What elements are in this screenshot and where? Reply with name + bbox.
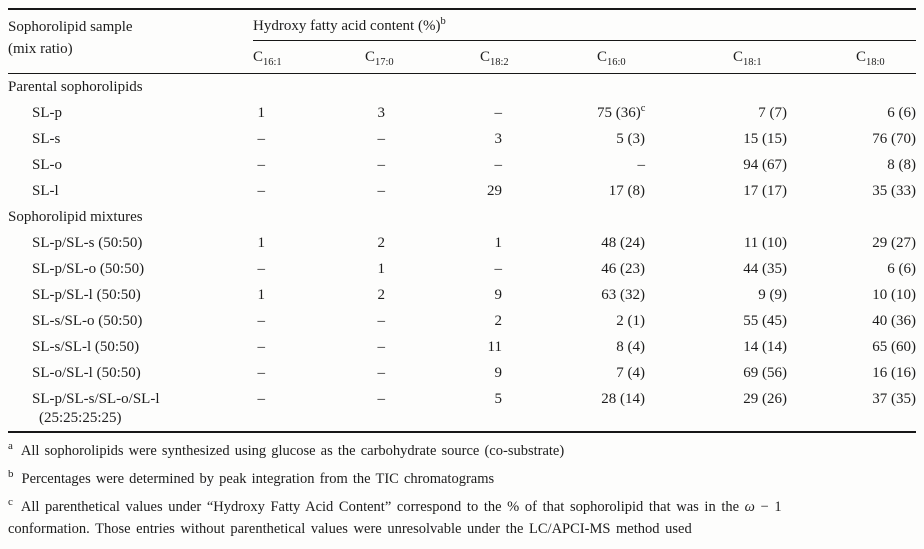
- value-text: 2: [494, 313, 502, 329]
- value-cell: [733, 178, 856, 204]
- value-cell: [597, 256, 733, 282]
- value-cell: [733, 100, 856, 126]
- column-header-symbol: C: [733, 49, 744, 65]
- table-row: [8, 360, 916, 386]
- table-row: [8, 282, 916, 308]
- value-cell: [480, 282, 597, 308]
- value-cell: [480, 126, 597, 152]
- value-text: 75 (36): [597, 105, 641, 121]
- sample-column-header: [8, 9, 253, 74]
- group-column-header: [253, 9, 916, 41]
- value-text: –: [377, 157, 385, 173]
- sample-mix-ratio: (25:25:25:25): [39, 410, 122, 426]
- value-text: –: [494, 261, 502, 277]
- column-header-subscript: 18:0: [866, 57, 885, 68]
- value-text: 1: [257, 105, 265, 121]
- column-header-symbol: C: [856, 49, 867, 65]
- value-cell: [856, 178, 916, 204]
- value-cell: [253, 100, 365, 126]
- value-cell: [253, 282, 365, 308]
- value-cell: [733, 308, 856, 334]
- value-text: 5 (3): [616, 131, 645, 147]
- value-text: 3: [494, 131, 502, 147]
- value-text: 15 (15): [743, 131, 787, 147]
- sample-name: SL-p/SL-l (50:50): [32, 287, 141, 303]
- value-footnote-marker: c: [640, 103, 646, 114]
- value-cell: [365, 282, 480, 308]
- value-cell: [856, 126, 916, 152]
- value-cell: [733, 152, 856, 178]
- sample-cell: [8, 126, 253, 152]
- value-text: 1: [257, 235, 265, 251]
- section-label: Parental sophorolipids: [8, 79, 143, 95]
- value-cell: [253, 230, 365, 256]
- value-text: 37 (35): [872, 391, 917, 407]
- sample-name: SL-s/SL-l (50:50): [32, 339, 140, 355]
- value-text: 76 (70): [872, 131, 917, 147]
- value-cell: [480, 360, 597, 386]
- value-text: –: [494, 157, 502, 173]
- value-cell: [365, 256, 480, 282]
- section-label: Sophorolipid mixtures: [8, 209, 143, 225]
- footnote-text: Percentages were determined by peak integration from the TIC chromatograms: [21, 471, 495, 487]
- column-header-subscript: 16:0: [607, 57, 626, 68]
- value-text: –: [257, 131, 265, 147]
- sample-name: SL-p: [32, 105, 62, 121]
- sample-cell: [8, 334, 253, 360]
- value-text: 11 (10): [743, 235, 787, 251]
- value-cell: [365, 152, 480, 178]
- footnote-a: [8, 440, 916, 462]
- value-cell: [597, 282, 733, 308]
- value-text: 9 (9): [758, 287, 787, 303]
- value-cell: [480, 386, 597, 432]
- value-cell: [597, 308, 733, 334]
- value-text: 10 (10): [872, 287, 917, 303]
- value-text: 8 (8): [887, 157, 917, 173]
- footnote-symbol-omega: ω: [744, 499, 755, 515]
- value-cell: [856, 230, 916, 256]
- column-header-c17-0: [365, 41, 480, 74]
- table-row: [8, 230, 916, 256]
- column-header-subscript: 18:2: [490, 57, 509, 68]
- table-header: [8, 9, 916, 74]
- sample-name: SL-l: [32, 183, 59, 199]
- value-text: –: [377, 131, 385, 147]
- value-text: 65 (60): [872, 339, 917, 355]
- value-cell: [597, 360, 733, 386]
- value-text: 69 (56): [743, 365, 787, 381]
- table-row: [8, 126, 916, 152]
- value-text: 29 (26): [743, 391, 787, 407]
- sample-name: SL-s/SL-o (50:50): [32, 313, 143, 329]
- value-cell: [480, 230, 597, 256]
- sample-name: SL-p/SL-s/SL-o/SL-l: [32, 391, 160, 407]
- footnote-b: [8, 468, 916, 490]
- value-cell: [733, 360, 856, 386]
- value-text: 1: [494, 235, 502, 251]
- value-cell: [733, 256, 856, 282]
- column-header-c18-1: [733, 41, 856, 74]
- footnote-marker: a: [8, 440, 13, 453]
- sample-name: SL-o: [32, 157, 62, 173]
- sample-cell: [8, 100, 253, 126]
- table-row: [8, 386, 916, 432]
- value-cell: [856, 100, 916, 126]
- value-cell: [856, 386, 916, 432]
- value-text: –: [257, 365, 265, 381]
- group-header-text: Hydroxy fatty acid content (%): [253, 18, 441, 34]
- value-text: 3: [377, 105, 385, 121]
- value-text: 11: [487, 339, 502, 355]
- sample-cell: [8, 152, 253, 178]
- column-header-subscript: 18:1: [743, 57, 762, 68]
- value-text: 29 (27): [872, 235, 917, 251]
- value-cell: [856, 152, 916, 178]
- sample-name: SL-p/SL-s (50:50): [32, 235, 143, 251]
- value-cell: [597, 152, 733, 178]
- value-cell: [253, 386, 365, 432]
- sample-cell: [8, 256, 253, 282]
- value-text: 63 (32): [601, 287, 645, 303]
- column-header-c18-2: [480, 41, 597, 74]
- value-text: –: [257, 183, 265, 199]
- table-row: [8, 256, 916, 282]
- sample-name: SL-p/SL-o (50:50): [32, 261, 145, 277]
- value-cell: [253, 178, 365, 204]
- value-cell: [253, 360, 365, 386]
- value-cell: [365, 334, 480, 360]
- value-text: 40 (36): [872, 313, 917, 329]
- value-cell: [480, 152, 597, 178]
- value-text: –: [257, 313, 265, 329]
- value-text: 44 (35): [743, 261, 787, 277]
- section-row: [8, 74, 916, 101]
- value-text: 1: [257, 287, 265, 303]
- value-text: 2: [377, 235, 385, 251]
- column-header-c16-0: [597, 41, 733, 74]
- value-text: –: [377, 183, 385, 199]
- value-text: 7 (4): [616, 365, 645, 381]
- value-cell: [253, 308, 365, 334]
- value-cell: [365, 230, 480, 256]
- sample-column-header-line1: Sophorolipid sample: [8, 19, 133, 35]
- value-text: 9: [494, 365, 502, 381]
- value-text: –: [377, 391, 385, 407]
- value-text: 9: [494, 287, 502, 303]
- value-cell: [856, 308, 916, 334]
- value-cell: [733, 230, 856, 256]
- value-cell: [733, 386, 856, 432]
- value-cell: [365, 308, 480, 334]
- sample-cell: [8, 178, 253, 204]
- value-text: 17 (8): [608, 183, 645, 199]
- sample-name: SL-s: [32, 131, 61, 147]
- value-text: –: [377, 339, 385, 355]
- table-body: [8, 74, 916, 433]
- group-header-footnote-marker: b: [440, 16, 446, 27]
- footnote-marker: b: [8, 468, 14, 481]
- column-header-symbol: C: [597, 49, 608, 65]
- table-row: [8, 178, 916, 204]
- header-row-group: [8, 9, 916, 41]
- table-row: [8, 308, 916, 334]
- value-cell: [856, 334, 916, 360]
- value-text: –: [257, 261, 265, 277]
- value-text: 35 (33): [872, 183, 917, 199]
- value-text: 6 (6): [887, 261, 917, 277]
- sample-name: SL-o/SL-l (50:50): [32, 365, 141, 381]
- value-text: 14 (14): [743, 339, 787, 355]
- table-row: [8, 100, 916, 126]
- value-cell: [253, 256, 365, 282]
- value-cell: [480, 334, 597, 360]
- sample-cell: [8, 308, 253, 334]
- value-text: –: [257, 391, 265, 407]
- column-header-symbol: C: [365, 49, 376, 65]
- value-text: 8 (4): [616, 339, 645, 355]
- sample-cell: [8, 386, 253, 432]
- value-cell: [733, 126, 856, 152]
- value-text: 48 (24): [601, 235, 645, 251]
- value-cell: [597, 126, 733, 152]
- sample-cell: [8, 282, 253, 308]
- value-text: 16 (16): [872, 365, 917, 381]
- column-header-subscript: 17:0: [375, 57, 394, 68]
- column-header-subscript: 16:1: [263, 57, 282, 68]
- column-header-symbol: C: [480, 49, 491, 65]
- value-cell: [856, 256, 916, 282]
- value-cell: [597, 230, 733, 256]
- value-text: 29: [487, 183, 502, 199]
- value-cell: [365, 100, 480, 126]
- value-cell: [480, 178, 597, 204]
- value-cell: [597, 334, 733, 360]
- value-text: 28 (14): [601, 391, 645, 407]
- value-text: –: [377, 313, 385, 329]
- value-cell: [253, 152, 365, 178]
- value-cell: [480, 100, 597, 126]
- value-cell: [733, 334, 856, 360]
- value-text: 7 (7): [758, 105, 787, 121]
- value-text: –: [637, 157, 645, 173]
- footnote-text: All parenthetical values under “Hydroxy Fatty Acid Content” correspond to the % of that sophorolipid that was in the: [20, 499, 745, 515]
- value-text: 55 (45): [743, 313, 787, 329]
- value-text: 94 (67): [743, 157, 787, 173]
- column-header-symbol: C: [253, 49, 264, 65]
- value-text: –: [494, 105, 502, 121]
- value-cell: [597, 178, 733, 204]
- value-cell: [733, 282, 856, 308]
- value-cell: [480, 256, 597, 282]
- table-row: [8, 152, 916, 178]
- value-cell: [253, 334, 365, 360]
- value-cell: [365, 126, 480, 152]
- table-row: [8, 334, 916, 360]
- value-text: 2 (1): [616, 313, 645, 329]
- value-cell: [365, 360, 480, 386]
- sample-cell: [8, 230, 253, 256]
- footnote-text: All sophorolipids were synthesized using glucose as the carbohydrate source (co-substrate): [20, 443, 565, 459]
- value-cell: [365, 178, 480, 204]
- value-cell: [597, 386, 733, 432]
- value-text: –: [377, 365, 385, 381]
- column-header-c16-1: [253, 41, 365, 74]
- value-cell: [856, 360, 916, 386]
- value-text: 6 (6): [887, 105, 917, 121]
- value-text: 46 (23): [601, 261, 645, 277]
- value-text: 1: [377, 261, 385, 277]
- section-row: [8, 204, 916, 230]
- sample-cell: [8, 360, 253, 386]
- footnotes: [8, 433, 916, 540]
- column-header-c18-0: [856, 41, 916, 74]
- value-text: –: [257, 157, 265, 173]
- footnote-marker: c: [8, 496, 13, 509]
- value-cell: [253, 126, 365, 152]
- footnote-text: conformation. Those entries without parenthetical values were unresolvable under the LC/APCI-MS method used: [8, 521, 692, 537]
- footnote-text: − 1: [754, 499, 782, 515]
- value-cell: [597, 100, 733, 126]
- sample-column-header-line2: (mix ratio): [8, 41, 73, 57]
- value-text: 2: [377, 287, 385, 303]
- sophorolipid-fatty-acid-table: [8, 8, 916, 433]
- value-text: 17 (17): [743, 183, 787, 199]
- footnote-c: [8, 496, 916, 540]
- value-cell: [856, 282, 916, 308]
- value-text: 5: [494, 391, 502, 407]
- value-cell: [365, 386, 480, 432]
- value-text: –: [257, 339, 265, 355]
- value-cell: [480, 308, 597, 334]
